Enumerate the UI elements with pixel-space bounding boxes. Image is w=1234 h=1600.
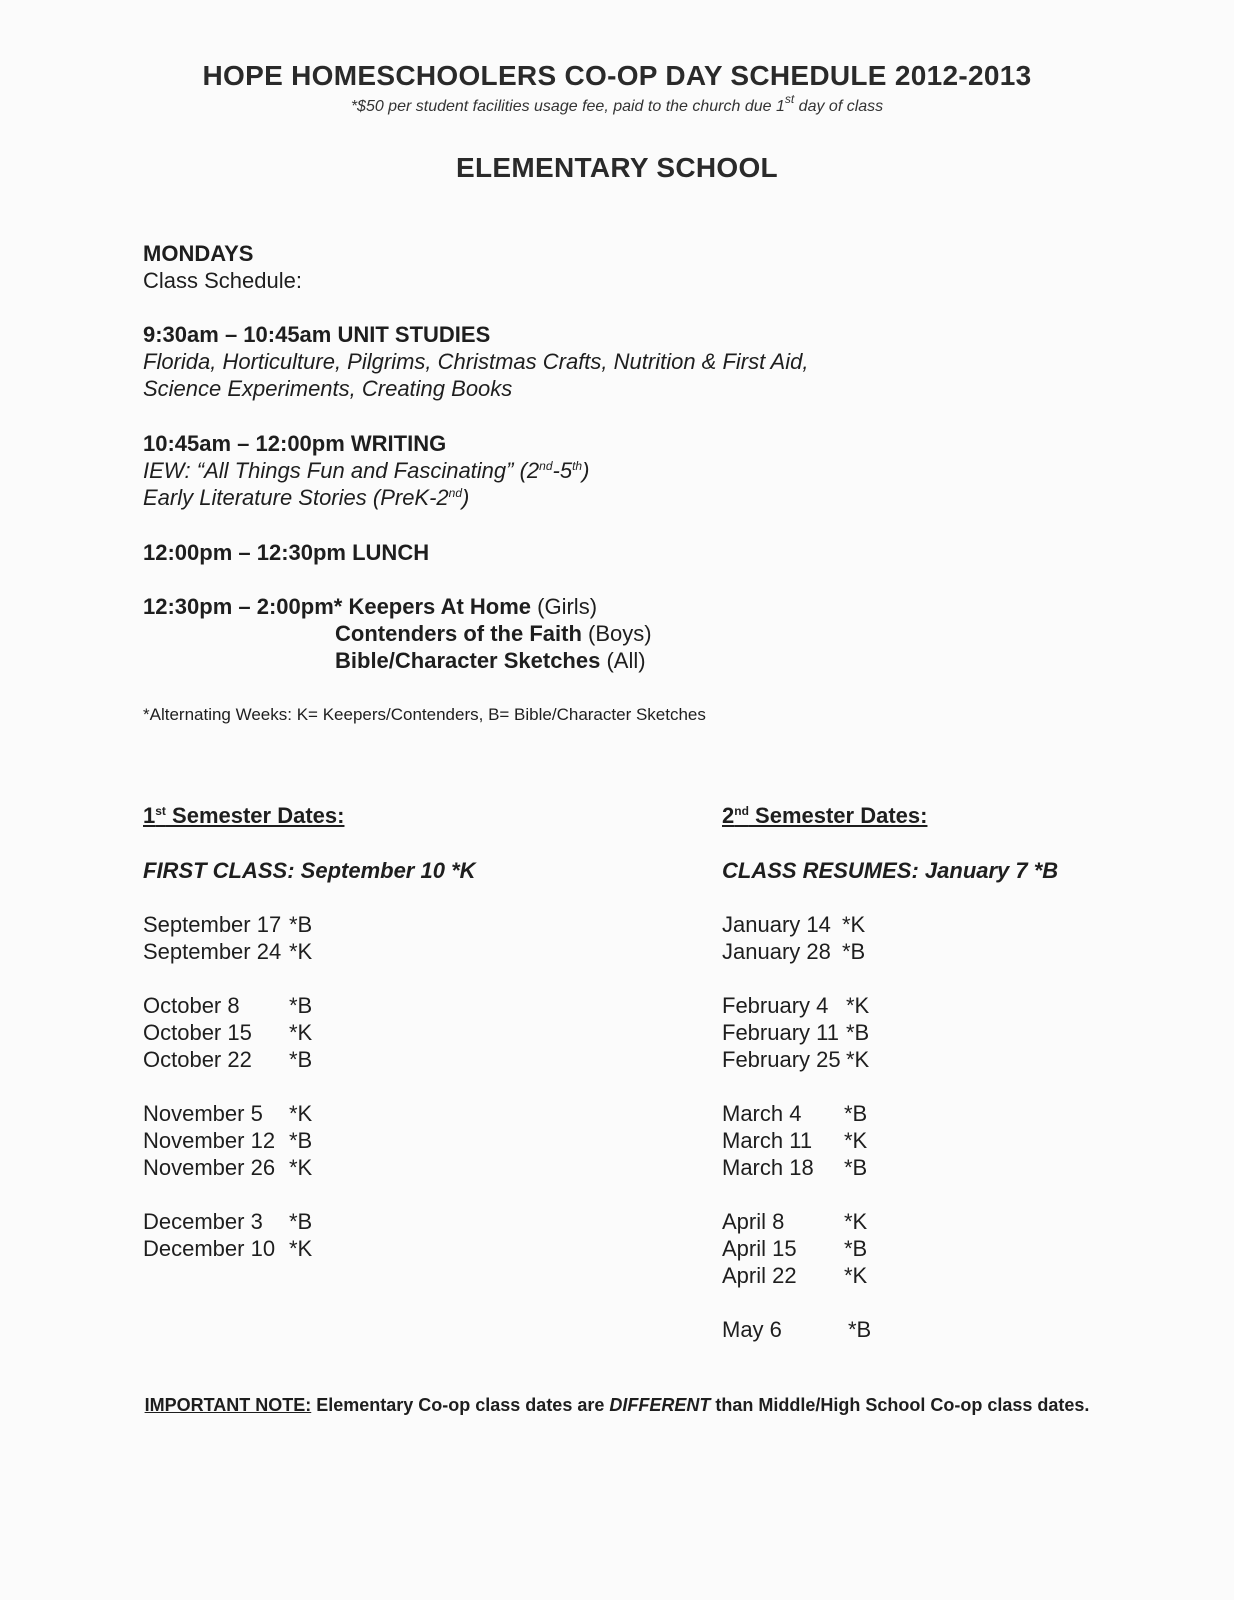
iew-post: ) bbox=[582, 458, 590, 483]
week-code: *B bbox=[846, 1020, 870, 1045]
class-schedule-label: Class Schedule: bbox=[143, 268, 302, 293]
date-label: February 11 bbox=[722, 1020, 839, 1045]
monday-header bbox=[143, 240, 302, 294]
date-label: September 24 bbox=[143, 939, 282, 964]
electives-block bbox=[143, 593, 652, 674]
fee-note-sup: st bbox=[784, 92, 795, 106]
iew-sup-1: nd bbox=[539, 459, 553, 473]
writing-heading: 10:45am – 12:00pm WRITING bbox=[143, 431, 447, 456]
date-label: April 22 bbox=[722, 1263, 797, 1288]
week-code: *K bbox=[289, 939, 313, 964]
important-label: IMPORTANT NOTE: bbox=[144, 1395, 312, 1415]
date-row bbox=[143, 1208, 476, 1235]
alternating-weeks-note: *Alternating Weeks: K= Keepers/Contenders, B= Bible/Character Sketches bbox=[143, 705, 706, 724]
important-pre: Elementary Co-op class dates are bbox=[311, 1395, 610, 1415]
day-label: MONDAYS bbox=[143, 241, 254, 266]
week-code: *K bbox=[842, 912, 866, 937]
date-row bbox=[143, 1154, 476, 1181]
date-row bbox=[722, 1316, 1058, 1343]
date-label: April 15 bbox=[722, 1236, 797, 1261]
week-code: *B bbox=[848, 1317, 872, 1342]
date-row bbox=[722, 1046, 1058, 1073]
important-note bbox=[0, 1395, 1234, 1416]
sem2-heading-sup: nd bbox=[734, 804, 749, 818]
sem1-heading-sup: st bbox=[155, 804, 166, 818]
week-code: *K bbox=[289, 1155, 313, 1180]
date-row bbox=[143, 1100, 476, 1127]
semester-1-column bbox=[143, 802, 476, 1262]
class-resumes-line: CLASS RESUMES: January 7 *B bbox=[722, 858, 1059, 883]
date-label: February 4 bbox=[722, 993, 829, 1018]
writing-early-line bbox=[143, 484, 589, 511]
date-label: December 3 bbox=[143, 1209, 263, 1234]
section-title: ELEMENTARY SCHOOL bbox=[456, 152, 778, 183]
semester-2-column bbox=[722, 802, 1058, 1343]
date-label: March 4 bbox=[722, 1101, 802, 1126]
date-label: November 12 bbox=[143, 1128, 276, 1153]
elective-group: (Boys) bbox=[588, 621, 652, 646]
early-sup: nd bbox=[448, 486, 463, 500]
writing-iew-line bbox=[143, 457, 589, 484]
week-code: *K bbox=[844, 1128, 868, 1153]
week-code: *B bbox=[844, 1236, 868, 1261]
date-label: January 14 bbox=[722, 912, 831, 937]
week-code: *K bbox=[846, 993, 870, 1018]
date-label: November 26 bbox=[143, 1155, 276, 1180]
semester-1-dates bbox=[143, 911, 476, 1262]
date-label: April 8 bbox=[722, 1209, 785, 1234]
week-code: *B bbox=[844, 1101, 868, 1126]
early-pre: Early Literature Stories (PreK-2 bbox=[143, 485, 449, 510]
date-row bbox=[722, 1262, 1058, 1289]
unit-studies-block bbox=[143, 321, 808, 402]
date-label: October 8 bbox=[143, 993, 240, 1018]
iew-mid: -5 bbox=[552, 458, 573, 483]
iew-pre: IEW: “All Things Fun and Fascinating” (2 bbox=[143, 458, 540, 483]
date-label: May 6 bbox=[722, 1317, 782, 1342]
week-code: *B bbox=[289, 993, 313, 1018]
sem2-heading-text: Semester Dates: bbox=[748, 803, 928, 828]
date-row bbox=[722, 1019, 1058, 1046]
date-label: September 17 bbox=[143, 912, 282, 937]
date-row bbox=[722, 938, 1058, 965]
important-post: than Middle/High School Co-op class dates. bbox=[710, 1395, 1090, 1415]
lunch-block bbox=[143, 539, 429, 566]
elective-row bbox=[143, 620, 652, 647]
date-row bbox=[722, 1208, 1058, 1235]
date-row bbox=[143, 1046, 476, 1073]
date-row bbox=[722, 911, 1058, 938]
elective-row bbox=[143, 593, 652, 620]
sem1-heading-num: 1 bbox=[143, 803, 156, 828]
electives-time: 12:30pm – 2:00pm* bbox=[143, 594, 343, 619]
date-row bbox=[143, 1127, 476, 1154]
date-row bbox=[722, 1127, 1058, 1154]
week-code: *K bbox=[289, 1236, 313, 1261]
elective-group: (All) bbox=[606, 648, 646, 673]
week-code: *K bbox=[289, 1101, 313, 1126]
elective-group: (Girls) bbox=[537, 594, 598, 619]
semester-1-heading bbox=[143, 802, 476, 829]
date-label: March 11 bbox=[722, 1128, 813, 1153]
semester-2-heading bbox=[722, 802, 1058, 829]
iew-sup-2: th bbox=[572, 459, 583, 473]
first-class-line: FIRST CLASS: September 10 *K bbox=[143, 858, 476, 883]
fee-note-post: day of class bbox=[794, 98, 884, 115]
date-label: February 25 bbox=[722, 1047, 841, 1072]
week-code: *B bbox=[842, 939, 866, 964]
fee-note bbox=[0, 92, 1234, 116]
date-label: March 18 bbox=[722, 1155, 814, 1180]
sem1-heading-text: Semester Dates: bbox=[165, 803, 345, 828]
week-code: *K bbox=[846, 1047, 870, 1072]
date-row bbox=[143, 938, 476, 965]
week-code: *B bbox=[289, 1128, 313, 1153]
date-row bbox=[722, 1154, 1058, 1181]
fee-note-pre: *$50 per student facilities usage fee, paid to the church due 1 bbox=[350, 98, 785, 115]
week-code: *K bbox=[844, 1209, 868, 1234]
date-label: November 5 bbox=[143, 1101, 263, 1126]
week-code: *K bbox=[844, 1263, 868, 1288]
date-label: October 15 bbox=[143, 1020, 252, 1045]
week-code: *B bbox=[289, 1047, 313, 1072]
week-code: *B bbox=[844, 1155, 868, 1180]
date-label: January 28 bbox=[722, 939, 831, 964]
week-code: *B bbox=[289, 1209, 313, 1234]
date-row bbox=[722, 1235, 1058, 1262]
elective-row bbox=[143, 647, 652, 674]
page-title: HOPE HOMESCHOOLERS CO-OP DAY SCHEDULE 2012-2013 bbox=[202, 60, 1032, 91]
writing-block bbox=[143, 430, 589, 511]
lunch-heading: 12:00pm – 12:30pm LUNCH bbox=[143, 540, 430, 565]
unit-studies-topics-2: Science Experiments, Creating Books bbox=[143, 376, 513, 401]
date-row bbox=[722, 1100, 1058, 1127]
date-row bbox=[143, 1019, 476, 1046]
unit-studies-topics-1: Florida, Horticulture, Pilgrims, Christmas Crafts, Nutrition & First Aid, bbox=[143, 349, 809, 374]
elective-name: Contenders of the Faith bbox=[335, 621, 582, 646]
sem2-heading-num: 2 bbox=[722, 803, 735, 828]
semester-2-dates bbox=[722, 911, 1058, 1343]
elective-name: Bible/Character Sketches bbox=[335, 648, 601, 673]
week-code: *B bbox=[289, 912, 313, 937]
date-row bbox=[143, 992, 476, 1019]
important-emphasis: DIFFERENT bbox=[609, 1395, 711, 1415]
week-code: *K bbox=[289, 1020, 313, 1045]
date-label: December 10 bbox=[143, 1236, 276, 1261]
date-label: October 22 bbox=[143, 1047, 252, 1072]
early-post: ) bbox=[462, 485, 470, 510]
elective-name: Keepers At Home bbox=[348, 594, 532, 619]
date-row bbox=[722, 992, 1058, 1019]
date-row bbox=[143, 1235, 476, 1262]
date-row bbox=[143, 911, 476, 938]
unit-studies-heading: 9:30am – 10:45am UNIT STUDIES bbox=[143, 322, 491, 347]
